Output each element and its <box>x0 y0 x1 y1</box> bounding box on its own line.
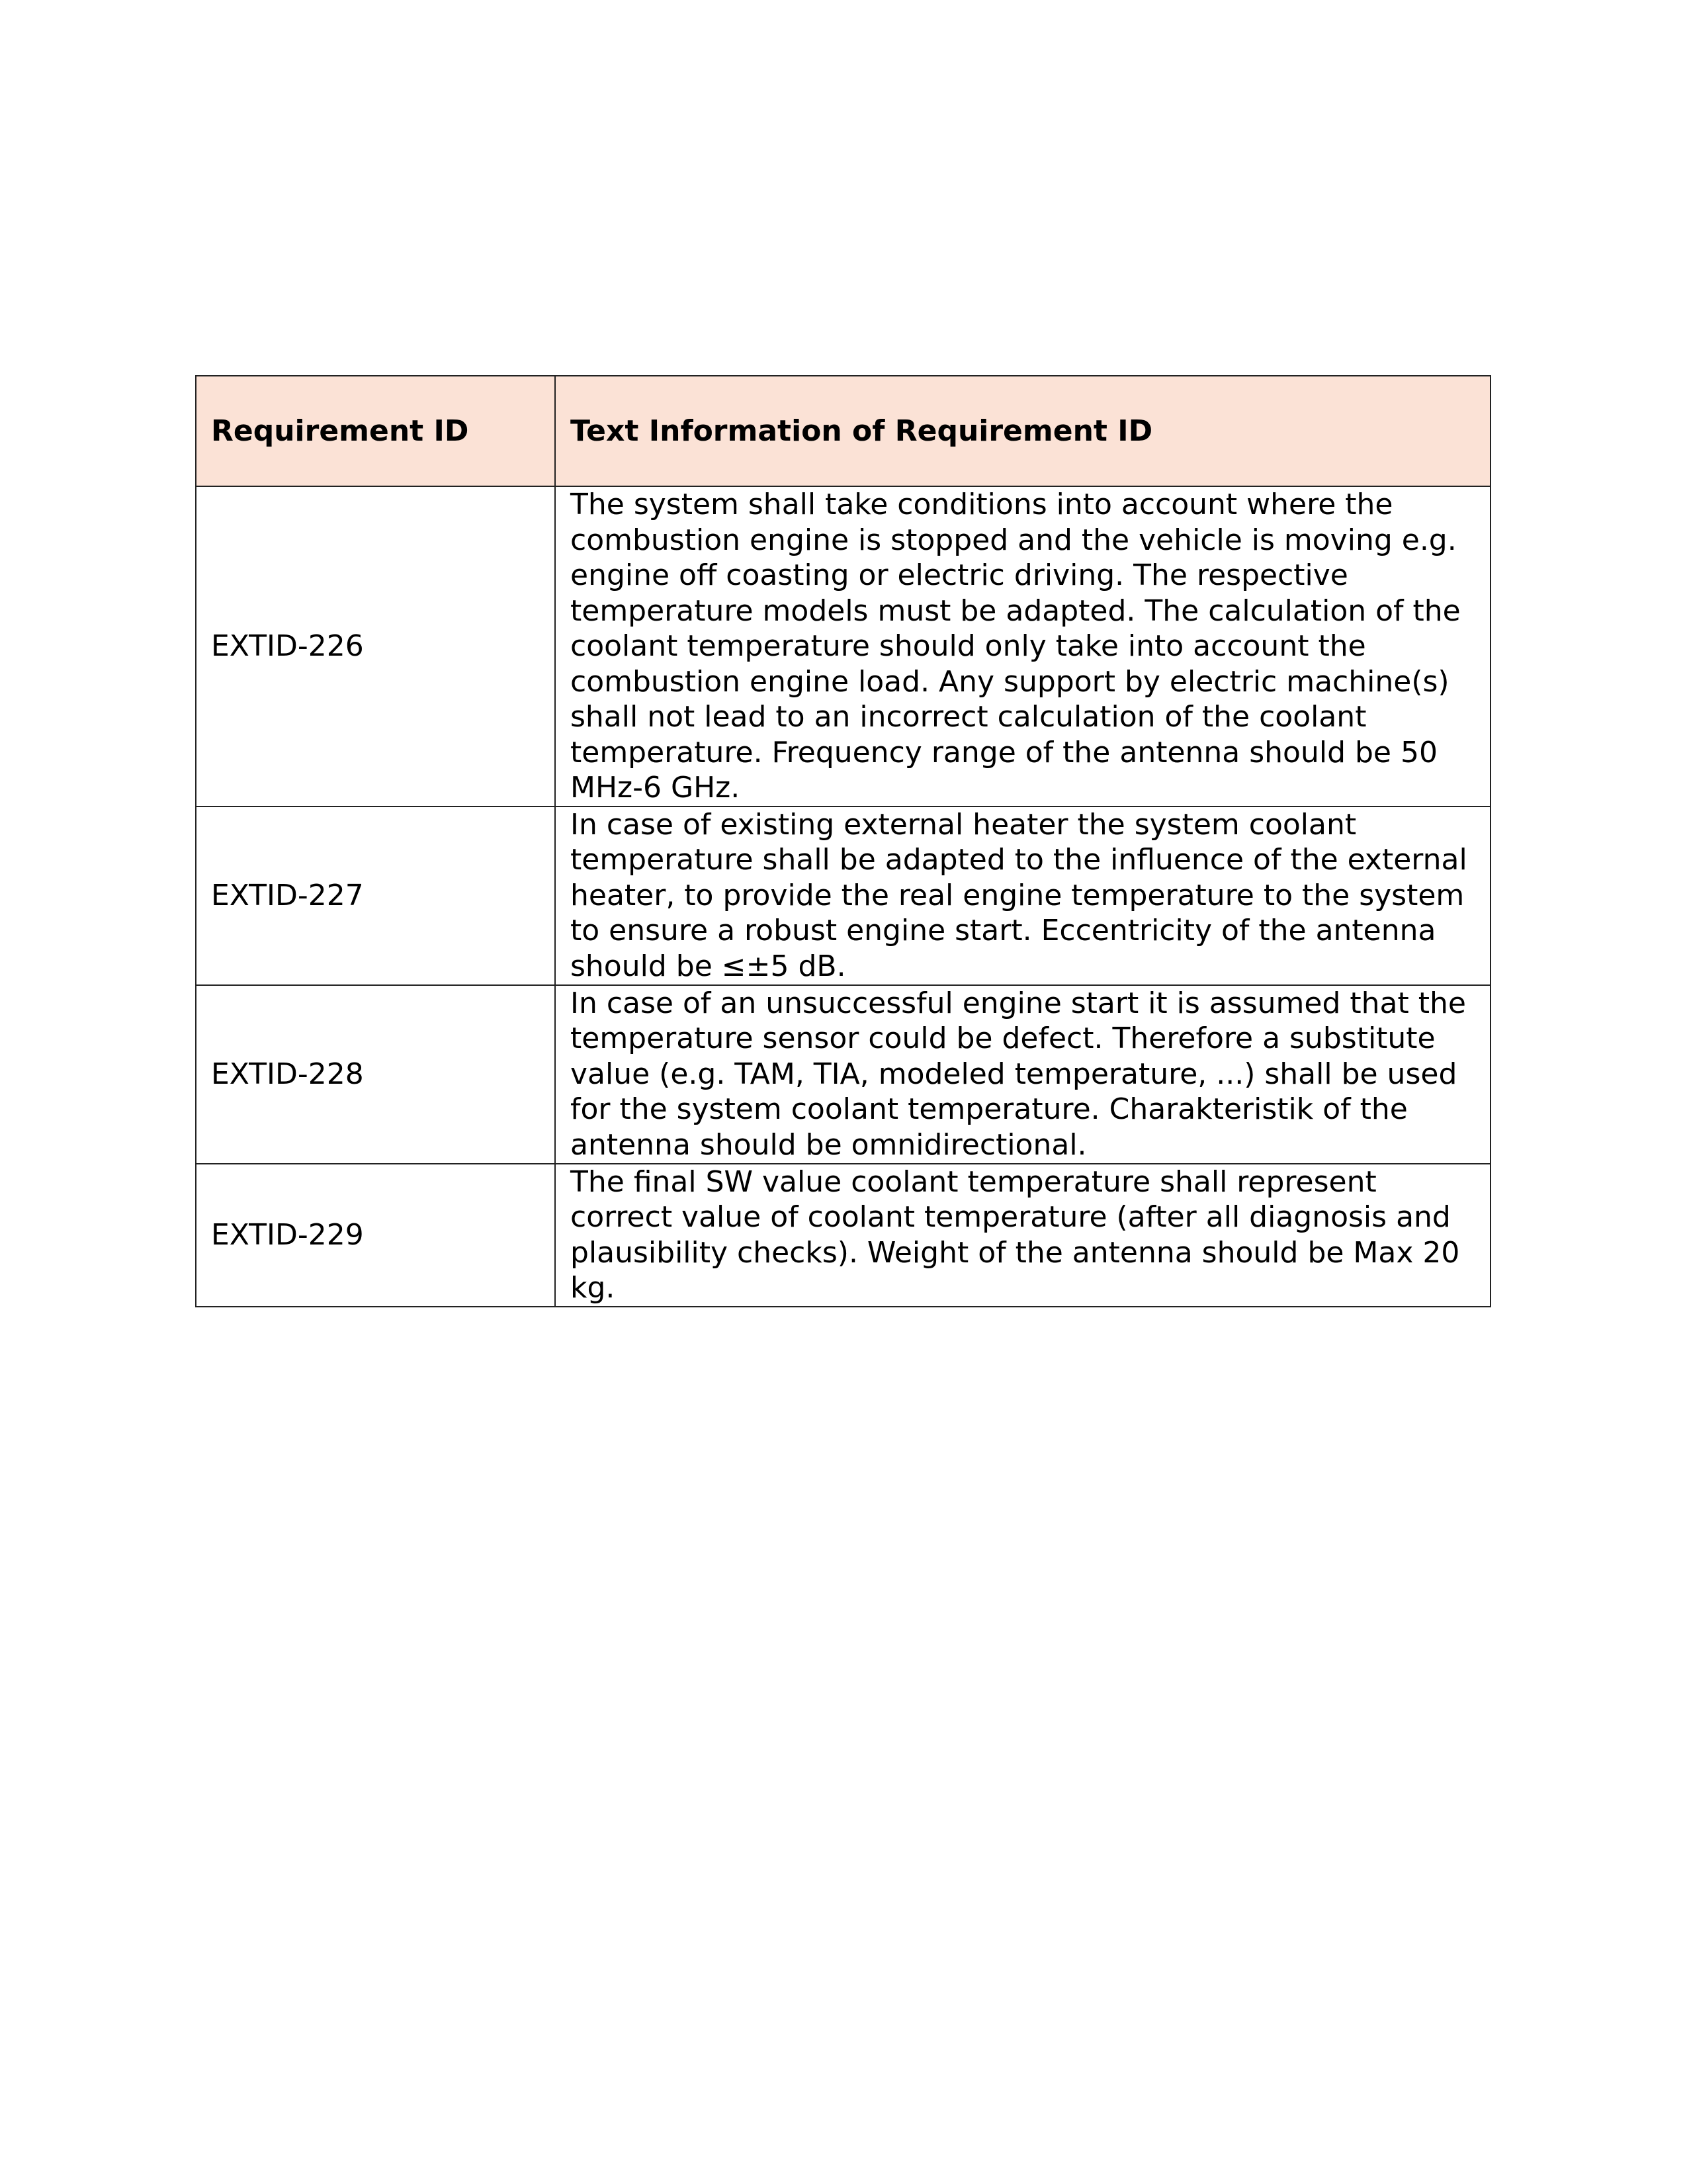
requirement-id-cell: EXTID-228 <box>196 985 555 1164</box>
requirement-id-cell: EXTID-229 <box>196 1164 555 1307</box>
header-row <box>196 376 1491 486</box>
table-row <box>196 985 1491 1164</box>
table-row <box>196 1164 1491 1307</box>
requirement-id-cell: EXTID-227 <box>196 807 555 985</box>
requirements-table <box>195 375 1491 1307</box>
requirement-text-cell: The final SW value coolant temperature shall represent correct value of coolant temperature (after all diagnosis and plausibility checks). Weight of the antenna should be Max 20 kg. <box>555 1164 1491 1307</box>
header-requirement-id: Requirement ID <box>196 376 555 486</box>
table-body <box>196 486 1491 1307</box>
requirement-text-cell: The system shall take conditions into account where the combustion engine is stopped and the vehicle is moving e.g. engine off coasting or electric driving. The respective temperature models must be adapted. The calculation of the coolant temperature should only take into account the combustion engine load. Any support by electric machine(s) shall not lead to an incorrect calculation of the coolant temperature. Frequency range of the antenna should be 50 MHz-6 GHz. <box>555 486 1491 807</box>
requirement-text-cell: In case of existing external heater the system coolant temperature shall be adapted to the influence of the external heater, to provide the real engine temperature to the system to ensure a robust engine start. Eccentricity of the antenna should be ≤±5 dB. <box>555 807 1491 985</box>
table-header <box>196 376 1491 486</box>
header-text-information: Text Information of Requirement ID <box>555 376 1491 486</box>
requirement-id-cell: EXTID-226 <box>196 486 555 807</box>
table-row <box>196 486 1491 807</box>
requirement-text-cell: In case of an unsuccessful engine start it is assumed that the temperature sensor could be defect. Therefore a substitute value (e.g. TAM, TIA, modeled temperature, ...) shall be used for the system coolant temperature. Charakteristik of the antenna should be omnidirectional. <box>555 985 1491 1164</box>
table-row <box>196 807 1491 985</box>
